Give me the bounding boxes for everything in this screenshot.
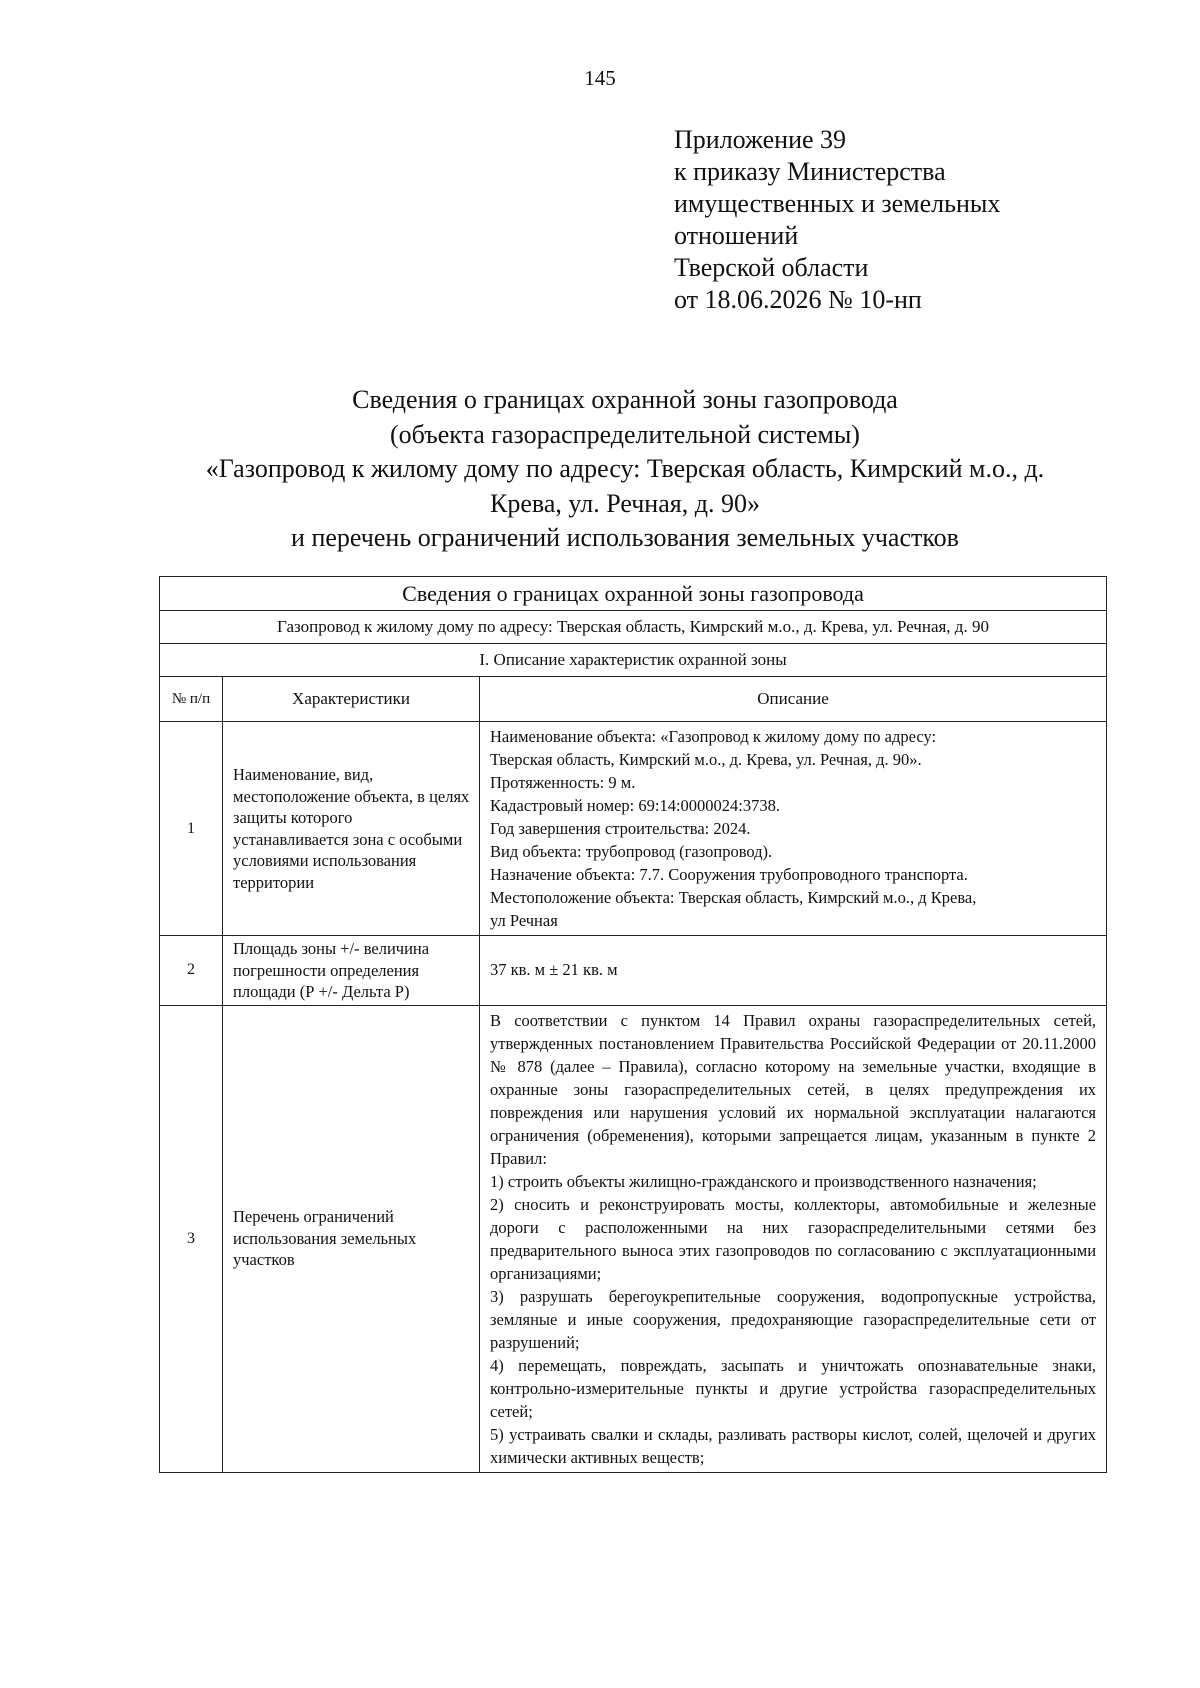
row-number: 3: [160, 1005, 223, 1472]
row-description: [480, 1005, 1107, 1472]
document-title: [150, 383, 1100, 556]
column-header-description: Описание: [480, 677, 1107, 722]
description-line: Протяженность: 9 м.: [490, 773, 636, 792]
column-header-number: № п/п: [160, 677, 223, 722]
row-characteristic: Площадь зоны +/- величина погрешности определения площади (Р +/- Дельта Р): [223, 936, 480, 1006]
restriction-paragraph: 4) перемещать, повреждать, засыпать и уничтожать опознавательные знаки, контрольно-измерительные пункты и другие устройства газораспределительных сетей;: [490, 1355, 1097, 1421]
object-name-row: [160, 611, 1107, 644]
appendix-line: к приказу Министерства: [674, 157, 946, 186]
appendix-line: отношений: [674, 221, 799, 250]
title-line: (объекта газораспределительной системы): [390, 419, 860, 449]
row-characteristic: Перечень ограничений использования земельных участков: [223, 1005, 480, 1472]
row-characteristic: Наименование, вид, местоположение объекта, в целях защиты которого устанавливается зона с особыми условиями использования территории: [223, 722, 480, 936]
restriction-paragraph: 1) строить объекты жилищно-гражданского и производственного назначения;: [490, 1171, 1037, 1191]
appendix-line: от 18.06.2026 № 10-нп: [674, 285, 922, 314]
table-header: Сведения о границах охранной зоны газопровода: [160, 577, 1107, 611]
description-line: Вид объекта: трубопровод (газопровод).: [490, 842, 773, 861]
title-line: Крева, ул. Речная, д. 90»: [490, 488, 760, 518]
table-header-row: [160, 577, 1107, 611]
restriction-paragraph: 3) разрушать берегоукрепительные сооружения, водопропускные устройства, земляные и иные сооружения, предохраняющие газораспределительные сети от разрушений;: [490, 1286, 1097, 1352]
zone-table: [159, 576, 1107, 1473]
appendix-line: имущественных и земельных: [674, 189, 1001, 218]
section-row: [160, 644, 1107, 677]
description-line: Назначение объекта: 7.7. Сооружения трубопроводного транспорта.: [490, 865, 968, 884]
description-line: Тверская область, Кимрский м.о., д. Крева, ул. Речная, д. 90».: [490, 750, 922, 769]
description-line: ул Речная: [490, 911, 558, 930]
row-description: 37 кв. м ± 21 кв. м: [480, 936, 1107, 1006]
table-row: [160, 1005, 1107, 1472]
appendix-block: [674, 124, 1000, 316]
description-line: Местоположение объекта: Тверская область, Кимрский м.о., д Крева,: [490, 888, 977, 907]
title-line: и перечень ограничений использования земельных участков: [291, 523, 959, 552]
title-line: «Газопровод к жилому дому по адресу: Тверская область, Кимрский м.о., д.: [205, 454, 1045, 483]
section-title: I. Описание характеристик охранной зоны: [160, 644, 1107, 677]
restriction-paragraph: 5) устраивать свалки и склады, разливать растворы кислот, солей, щелочей и других химически активных веществ;: [490, 1424, 1097, 1467]
description-line: Кадастровый номер: 69:14:0000024:3738.: [490, 796, 781, 815]
object-name: Газопровод к жилому дому по адресу: Тверская область, Кимрский м.о., д. Крева, ул. Речная, д. 90: [160, 611, 1107, 644]
title-line: Сведения о границах охранной зоны газопровода: [352, 385, 898, 414]
row-number: 2: [160, 936, 223, 1006]
description-line: Наименование объекта: «Газопровод к жилому дому по адресу:: [490, 727, 937, 746]
description-line: Год завершения строительства: 2024.: [490, 819, 751, 838]
row-description: [480, 722, 1107, 936]
table-row: [160, 722, 1107, 936]
restriction-paragraph: В соответствии с пунктом 14 Правил охраны газораспределительных сетей, утвержденных постановлением Правительства Российской Федерации от 20.11.2000 № 878 (далее – Правила), согласно которому на земельные участки, входящие в охранные зоны газораспределительных сетей, в целях предупреждения их повреждения или нарушения условий их нормальной эксплуатации налагаются ограничения (обременения), которыми запрещается лицам, указанным в пункте 2 Правил:: [490, 1010, 1097, 1168]
row-number: 1: [160, 722, 223, 936]
column-header-row: [160, 677, 1107, 722]
appendix-line: Тверской области: [674, 253, 869, 282]
table-row: [160, 936, 1107, 1006]
page-number: 145: [584, 66, 616, 90]
appendix-line: Приложение 39: [674, 125, 847, 154]
column-header-characteristics: Характеристики: [223, 677, 480, 722]
restriction-paragraph: 2) сносить и реконструировать мосты, коллекторы, автомобильные и железные дороги с расположенными на них газораспределительными сетями без предварительного выноса этих газопроводов по согласованию с эксплуатационными организациями;: [490, 1194, 1097, 1283]
